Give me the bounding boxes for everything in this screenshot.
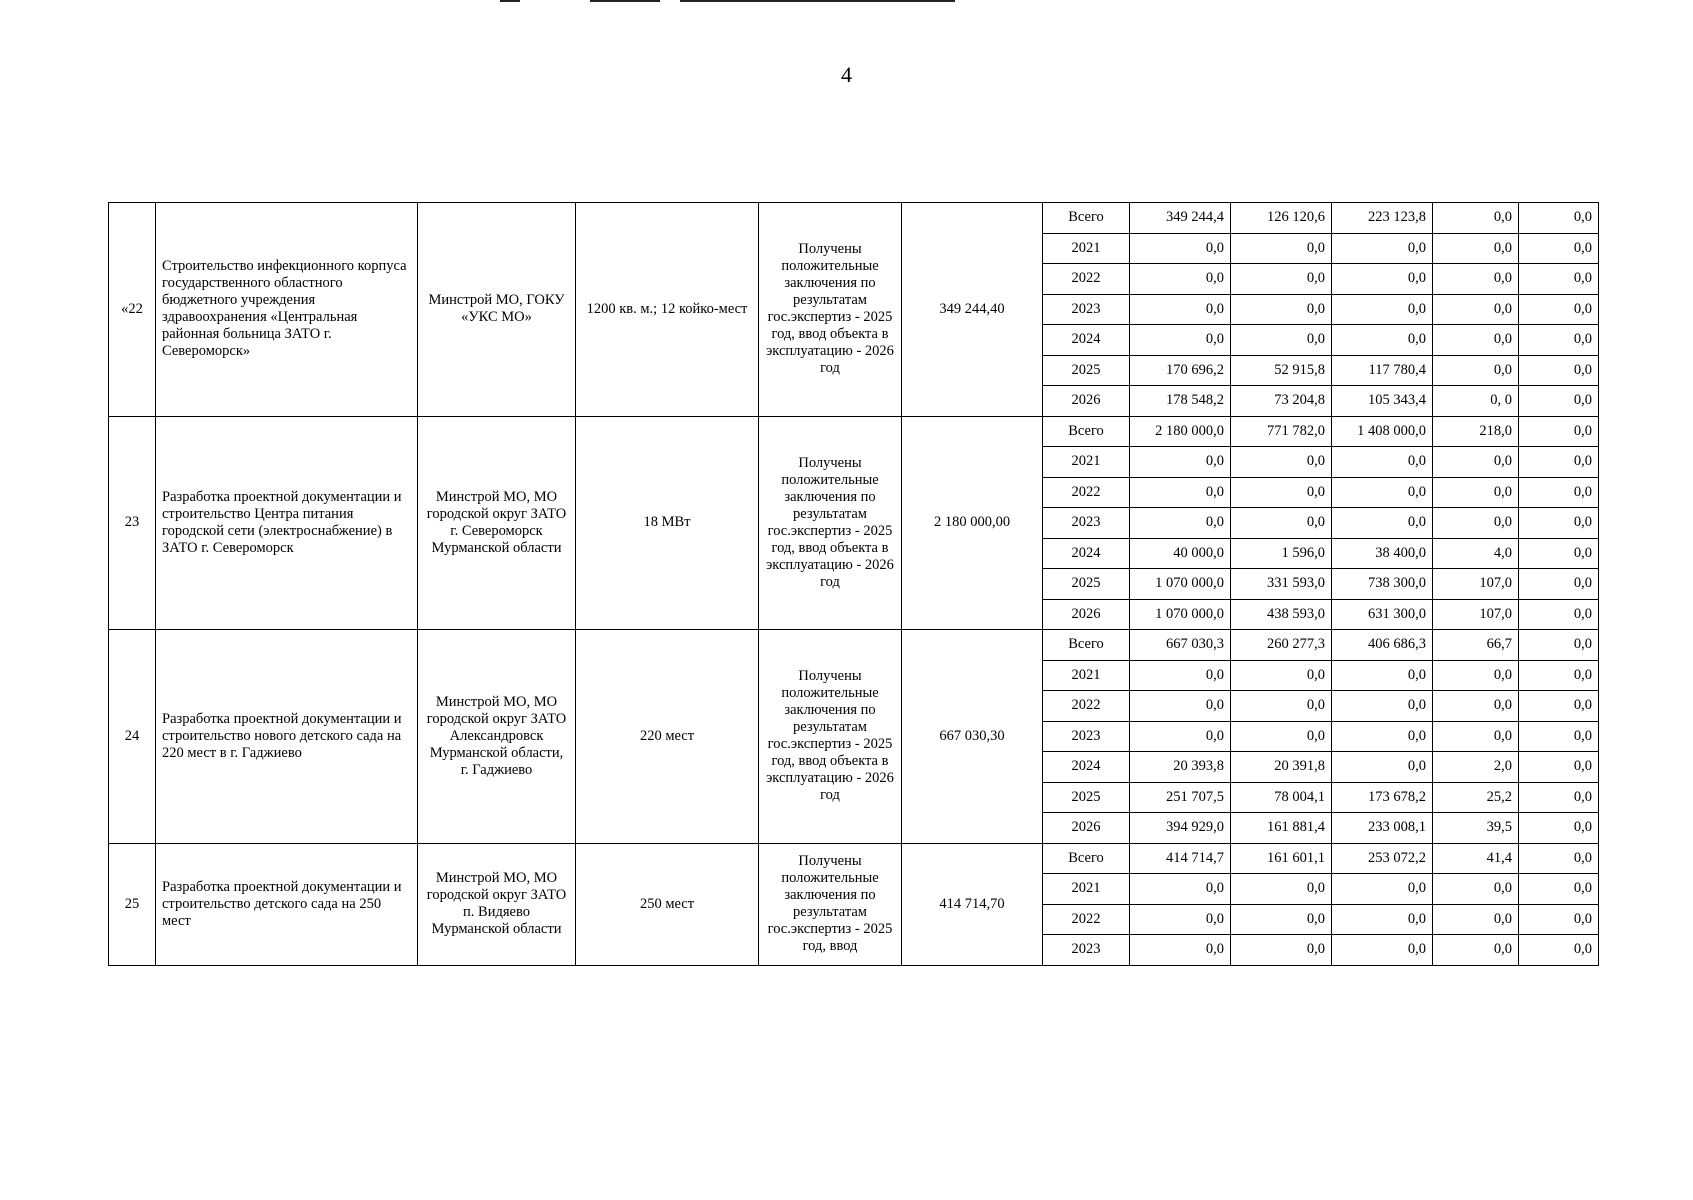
table-row: [109, 416, 1599, 447]
regional-cell: 738 300,0: [1332, 569, 1433, 600]
year-cell: 2021: [1043, 874, 1130, 905]
scan-artifact-line: [500, 0, 520, 2]
regional-cell: 105 343,4: [1332, 386, 1433, 417]
year-cell: Всего: [1043, 630, 1130, 661]
total-cell: 0,0: [1130, 294, 1231, 325]
other-cell: 0,0: [1519, 508, 1599, 539]
regional-cell: 1 408 000,0: [1332, 416, 1433, 447]
total-cell: 1 070 000,0: [1130, 569, 1231, 600]
federal-cell: 0,0: [1231, 660, 1332, 691]
other-cell: 0,0: [1519, 355, 1599, 386]
year-cell: 2024: [1043, 325, 1130, 356]
federal-cell: 0,0: [1231, 508, 1332, 539]
total-cell: 0,0: [1130, 325, 1231, 356]
object-name-cell: Разработка проектной документации и строительство детского сада на 250 мест: [156, 843, 418, 965]
year-cell: 2026: [1043, 813, 1130, 844]
other-cell: 0,0: [1519, 691, 1599, 722]
federal-cell: 0,0: [1231, 447, 1332, 478]
year-cell: 2022: [1043, 477, 1130, 508]
status-cell: Получены положительные заключения по результатам гос.экспертиз - 2025 год, ввод объекта в эксплуатацию - 2026 год: [759, 630, 902, 844]
regional-cell: 0,0: [1332, 721, 1433, 752]
total-cell: 20 393,8: [1130, 752, 1231, 783]
table-body: [109, 203, 1599, 966]
local-cell: 218,0: [1433, 416, 1519, 447]
year-cell: Всего: [1043, 416, 1130, 447]
total-cell: 170 696,2: [1130, 355, 1231, 386]
other-cell: 0,0: [1519, 904, 1599, 935]
object-name-cell: Разработка проектной документации и строительство Центра питания городской сети (электроснабжение) в ЗАТО г. Североморск: [156, 416, 418, 630]
other-cell: 0,0: [1519, 721, 1599, 752]
federal-cell: 78 004,1: [1231, 782, 1332, 813]
year-cell: 2023: [1043, 508, 1130, 539]
table-row: [109, 843, 1599, 874]
local-cell: 0,0: [1433, 203, 1519, 234]
local-cell: 4,0: [1433, 538, 1519, 569]
other-cell: 0,0: [1519, 386, 1599, 417]
federal-cell: 0,0: [1231, 935, 1332, 966]
local-cell: 0,0: [1433, 447, 1519, 478]
total-cell: 0,0: [1130, 660, 1231, 691]
regional-cell: 0,0: [1332, 691, 1433, 722]
federal-cell: 0,0: [1231, 904, 1332, 935]
federal-cell: 73 204,8: [1231, 386, 1332, 417]
year-cell: Всего: [1043, 843, 1130, 874]
cost-cell: 2 180 000,00: [902, 416, 1043, 630]
year-cell: 2023: [1043, 294, 1130, 325]
table-row: [109, 630, 1599, 661]
total-cell: 251 707,5: [1130, 782, 1231, 813]
total-cell: 0,0: [1130, 691, 1231, 722]
federal-cell: 0,0: [1231, 325, 1332, 356]
regional-cell: 0,0: [1332, 660, 1433, 691]
total-cell: 667 030,3: [1130, 630, 1231, 661]
total-cell: 0,0: [1130, 935, 1231, 966]
federal-cell: 0,0: [1231, 294, 1332, 325]
total-cell: 0,0: [1130, 447, 1231, 478]
federal-cell: 0,0: [1231, 264, 1332, 295]
status-cell: Получены положительные заключения по результатам гос.экспертиз - 2025 год, ввод объекта в эксплуатацию - 2026 год: [759, 416, 902, 630]
federal-cell: 0,0: [1231, 874, 1332, 905]
capacity-cell: 220 мест: [576, 630, 759, 844]
other-cell: 0,0: [1519, 477, 1599, 508]
federal-cell: 331 593,0: [1231, 569, 1332, 600]
scan-artifact-line: [590, 0, 660, 2]
other-cell: 0,0: [1519, 935, 1599, 966]
other-cell: 0,0: [1519, 538, 1599, 569]
year-cell: 2025: [1043, 782, 1130, 813]
year-cell: 2026: [1043, 599, 1130, 630]
regional-cell: 0,0: [1332, 294, 1433, 325]
federal-cell: 771 782,0: [1231, 416, 1332, 447]
federal-cell: 52 915,8: [1231, 355, 1332, 386]
cost-cell: 667 030,30: [902, 630, 1043, 844]
federal-cell: 0,0: [1231, 721, 1332, 752]
other-cell: 0,0: [1519, 630, 1599, 661]
federal-cell: 20 391,8: [1231, 752, 1332, 783]
year-cell: 2023: [1043, 935, 1130, 966]
customer-cell: Минстрой МО, ГОКУ «УКС МО»: [418, 203, 576, 417]
other-cell: 0,0: [1519, 325, 1599, 356]
local-cell: 2,0: [1433, 752, 1519, 783]
customer-cell: Минстрой МО, МО городской округ ЗАТО Александровск Мурманской области, г. Гаджиево: [418, 630, 576, 844]
local-cell: 0,0: [1433, 874, 1519, 905]
year-cell: 2021: [1043, 447, 1130, 478]
total-cell: 414 714,7: [1130, 843, 1231, 874]
federal-cell: 161 881,4: [1231, 813, 1332, 844]
row-number-cell: 23: [109, 416, 156, 630]
federal-cell: 1 596,0: [1231, 538, 1332, 569]
local-cell: 0,0: [1433, 721, 1519, 752]
year-cell: 2026: [1043, 386, 1130, 417]
other-cell: 0,0: [1519, 416, 1599, 447]
local-cell: 0,0: [1433, 508, 1519, 539]
other-cell: 0,0: [1519, 843, 1599, 874]
local-cell: 107,0: [1433, 599, 1519, 630]
row-number-cell: «22: [109, 203, 156, 417]
total-cell: 0,0: [1130, 264, 1231, 295]
object-name-cell: Строительство инфекционного корпуса государственного областного бюджетного учреждения здравоохранения «Центральная районная больница ЗАТО г. Североморск»: [156, 203, 418, 417]
regional-cell: 0,0: [1332, 508, 1433, 539]
other-cell: 0,0: [1519, 874, 1599, 905]
other-cell: 0,0: [1519, 782, 1599, 813]
total-cell: 0,0: [1130, 477, 1231, 508]
total-cell: 0,0: [1130, 508, 1231, 539]
local-cell: 0,0: [1433, 935, 1519, 966]
row-number-cell: 25: [109, 843, 156, 965]
total-cell: 40 000,0: [1130, 538, 1231, 569]
federal-cell: 260 277,3: [1231, 630, 1332, 661]
regional-cell: 223 123,8: [1332, 203, 1433, 234]
total-cell: 2 180 000,0: [1130, 416, 1231, 447]
customer-cell: Минстрой МО, МО городской округ ЗАТО п. Видяево Мурманской области: [418, 843, 576, 965]
regional-cell: 0,0: [1332, 935, 1433, 966]
regional-cell: 117 780,4: [1332, 355, 1433, 386]
year-cell: 2022: [1043, 904, 1130, 935]
local-cell: 41,4: [1433, 843, 1519, 874]
year-cell: 2021: [1043, 233, 1130, 264]
year-cell: 2025: [1043, 355, 1130, 386]
local-cell: 0,0: [1433, 233, 1519, 264]
row-number-cell: 24: [109, 630, 156, 844]
total-cell: 349 244,4: [1130, 203, 1231, 234]
total-cell: 0,0: [1130, 233, 1231, 264]
total-cell: 0,0: [1130, 904, 1231, 935]
local-cell: 0, 0: [1433, 386, 1519, 417]
object-name-cell: Разработка проектной документации и строительство нового детского сада на 220 мест в г. Гаджиево: [156, 630, 418, 844]
federal-cell: 0,0: [1231, 233, 1332, 264]
year-cell: 2023: [1043, 721, 1130, 752]
other-cell: 0,0: [1519, 233, 1599, 264]
federal-cell: 438 593,0: [1231, 599, 1332, 630]
status-cell: Получены положительные заключения по результатам гос.экспертиз - 2025 год, ввод объекта в эксплуатацию - 2026 год: [759, 203, 902, 417]
regional-cell: 0,0: [1332, 264, 1433, 295]
financing-table: [108, 202, 1599, 966]
regional-cell: 0,0: [1332, 233, 1433, 264]
regional-cell: 38 400,0: [1332, 538, 1433, 569]
federal-cell: 0,0: [1231, 477, 1332, 508]
regional-cell: 0,0: [1332, 904, 1433, 935]
other-cell: 0,0: [1519, 203, 1599, 234]
year-cell: 2021: [1043, 660, 1130, 691]
local-cell: 0,0: [1433, 904, 1519, 935]
year-cell: 2024: [1043, 752, 1130, 783]
local-cell: 0,0: [1433, 691, 1519, 722]
federal-cell: 126 120,6: [1231, 203, 1332, 234]
local-cell: 0,0: [1433, 355, 1519, 386]
regional-cell: 0,0: [1332, 477, 1433, 508]
customer-cell: Минстрой МО, МО городской округ ЗАТО г. Североморск Мурманской области: [418, 416, 576, 630]
year-cell: 2024: [1043, 538, 1130, 569]
other-cell: 0,0: [1519, 569, 1599, 600]
total-cell: 0,0: [1130, 721, 1231, 752]
capacity-cell: 1200 кв. м.; 12 койко-мест: [576, 203, 759, 417]
other-cell: 0,0: [1519, 447, 1599, 478]
other-cell: 0,0: [1519, 660, 1599, 691]
scan-artifact-line: [680, 0, 955, 2]
federal-cell: 161 601,1: [1231, 843, 1332, 874]
other-cell: 0,0: [1519, 813, 1599, 844]
local-cell: 25,2: [1433, 782, 1519, 813]
table-row: [109, 203, 1599, 234]
year-cell: 2022: [1043, 691, 1130, 722]
local-cell: 107,0: [1433, 569, 1519, 600]
federal-cell: 0,0: [1231, 691, 1332, 722]
local-cell: 0,0: [1433, 264, 1519, 295]
regional-cell: 233 008,1: [1332, 813, 1433, 844]
regional-cell: 631 300,0: [1332, 599, 1433, 630]
regional-cell: 0,0: [1332, 752, 1433, 783]
year-cell: 2022: [1043, 264, 1130, 295]
other-cell: 0,0: [1519, 752, 1599, 783]
local-cell: 0,0: [1433, 660, 1519, 691]
regional-cell: 253 072,2: [1332, 843, 1433, 874]
total-cell: 178 548,2: [1130, 386, 1231, 417]
cost-cell: 349 244,40: [902, 203, 1043, 417]
status-cell: Получены положительные заключения по результатам гос.экспертиз - 2025 год, ввод: [759, 843, 902, 965]
local-cell: 39,5: [1433, 813, 1519, 844]
regional-cell: 0,0: [1332, 325, 1433, 356]
local-cell: 0,0: [1433, 477, 1519, 508]
cost-cell: 414 714,70: [902, 843, 1043, 965]
local-cell: 0,0: [1433, 325, 1519, 356]
total-cell: 0,0: [1130, 874, 1231, 905]
regional-cell: 0,0: [1332, 447, 1433, 478]
year-cell: 2025: [1043, 569, 1130, 600]
other-cell: 0,0: [1519, 294, 1599, 325]
capacity-cell: 18 МВт: [576, 416, 759, 630]
total-cell: 394 929,0: [1130, 813, 1231, 844]
regional-cell: 0,0: [1332, 874, 1433, 905]
other-cell: 0,0: [1519, 599, 1599, 630]
local-cell: 66,7: [1433, 630, 1519, 661]
regional-cell: 173 678,2: [1332, 782, 1433, 813]
capacity-cell: 250 мест: [576, 843, 759, 965]
local-cell: 0,0: [1433, 294, 1519, 325]
other-cell: 0,0: [1519, 264, 1599, 295]
regional-cell: 406 686,3: [1332, 630, 1433, 661]
page-number: 4: [841, 62, 852, 87]
total-cell: 1 070 000,0: [1130, 599, 1231, 630]
year-cell: Всего: [1043, 203, 1130, 234]
